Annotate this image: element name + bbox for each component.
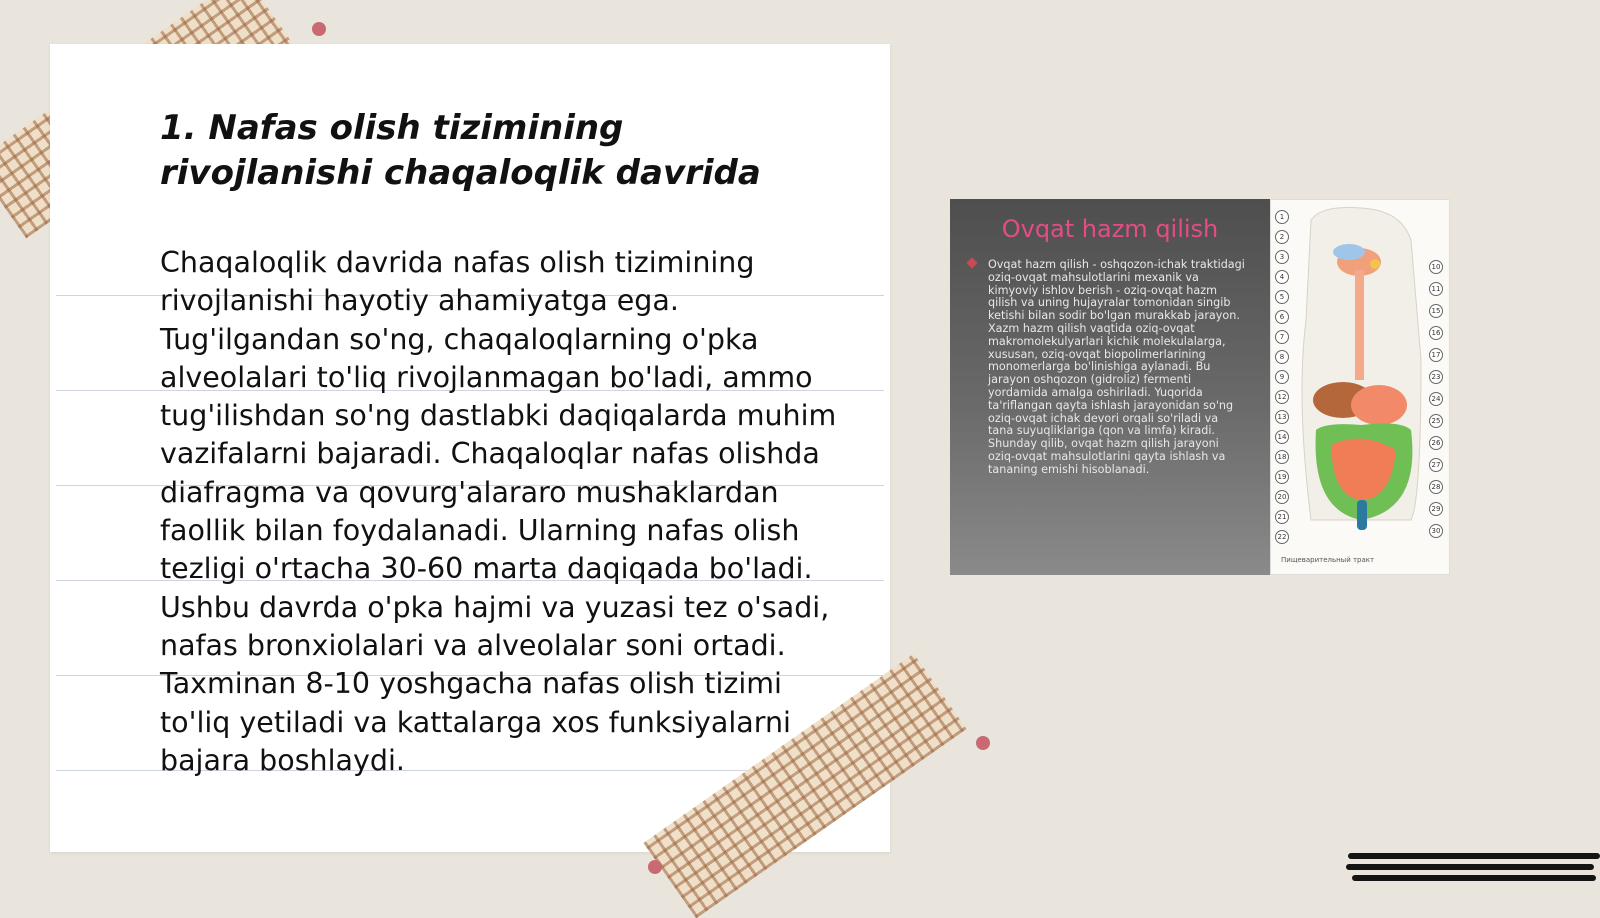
slide-image-text-panel bbox=[950, 199, 1270, 575]
diagram-number-label: 12 bbox=[1275, 390, 1289, 404]
slide-title: 1. Nafas olish tizimining rivojlanishi chaqaloqlik davrida bbox=[160, 108, 761, 193]
diagram-number-label: 14 bbox=[1275, 430, 1289, 444]
diagram-left-labels bbox=[1275, 210, 1291, 550]
diagram-number-label: 8 bbox=[1275, 350, 1289, 364]
diagram-number-label: 29 bbox=[1429, 502, 1443, 516]
diagram-number-label: 30 bbox=[1429, 524, 1443, 538]
tape-pin-bottom bbox=[648, 860, 662, 874]
slide-image-text: Ovqat hazm qilish - oshqozon-ichak traktidagi oziq-ovqat mahsulotlarini mexanik va kimyoviy ishlov berish - oziq-ovqat hazm qilish va uning hujayralar tomonidan singib ketishi bilan sodir bo'lgan murakkab jarayon. Xazm hazm qilish vaqtida oziq-ovqat makromolekulyarlari kichik molekulalarga, xususan, oziq-ovqat biopolimerlarining monomerlarga bo'linishiga aylanadi. Bu jarayon oshqozon (gidroliz) fermenti yordamida amalga oshiriladi. Yuqorida ta'riflangan qayta ishlash jarayonidan so'ng oziq-ovqat ichak devori orqali so'riladi va tana suyuqliklariga (qon va limfa) kiradi. Shunday qilib, ovqat hazm qilish jarayoni oziq-ovqat mahsulotlarini qayta ishlash va tananing emishi hisoblanadi. bbox=[988, 258, 1245, 476]
diagram-number-label: 7 bbox=[1275, 330, 1289, 344]
digestive-system-slide-image bbox=[950, 199, 1450, 575]
tape-pin-top bbox=[312, 22, 326, 36]
slide-image-title: Ovqat hazm qilish bbox=[1001, 215, 1219, 243]
diagram-number-label: 27 bbox=[1429, 458, 1443, 472]
diagram-number-label: 26 bbox=[1429, 436, 1443, 450]
diagram-number-label: 16 bbox=[1429, 326, 1443, 340]
tape-pin-bottom-right bbox=[976, 736, 990, 750]
digestive-tract-illustration bbox=[1271, 200, 1449, 540]
diagram-caption: Пищеварительный тракт bbox=[1281, 556, 1375, 564]
diagram-number-label: 19 bbox=[1275, 470, 1289, 484]
diagram-number-label: 4 bbox=[1275, 270, 1289, 284]
diagram-number-label: 20 bbox=[1275, 490, 1289, 504]
diagram-number-label: 2 bbox=[1275, 230, 1289, 244]
notebook-paper bbox=[50, 44, 890, 852]
diagram-number-label: 13 bbox=[1275, 410, 1289, 424]
digestive-tract-diagram bbox=[1270, 199, 1450, 575]
diagram-number-label: 1 bbox=[1275, 210, 1289, 224]
diagram-number-label: 25 bbox=[1429, 414, 1443, 428]
diagram-number-label: 3 bbox=[1275, 250, 1289, 264]
diagram-number-label: 23 bbox=[1429, 370, 1443, 384]
diagram-number-label: 18 bbox=[1275, 450, 1289, 464]
diagram-number-label: 17 bbox=[1429, 348, 1443, 362]
diagram-number-label: 9 bbox=[1275, 370, 1289, 384]
diagram-number-label: 6 bbox=[1275, 310, 1289, 324]
diagram-number-label: 15 bbox=[1429, 304, 1443, 318]
diagram-number-label: 28 bbox=[1429, 480, 1443, 494]
diagram-number-label: 10 bbox=[1429, 260, 1443, 274]
diagram-number-label: 5 bbox=[1275, 290, 1289, 304]
diagram-number-label: 22 bbox=[1275, 530, 1289, 544]
diagram-number-label: 24 bbox=[1429, 392, 1443, 406]
decorative-brush-strokes bbox=[1348, 845, 1600, 890]
slide-body-text: Chaqaloqlik davrida nafas olish tizimining rivojlanishi hayotiy ahamiyatga ega. Tug'ilgandan so'ng, chaqaloqlarning o'pka alveolalari to'liq rivojlanmagan bo'ladi, ammo tug'ilishdan so'ng dastlabki daqiqalarda muhim vazifalarni bajaradi. Chaqaloqlar nafas olishda diafragma va qovurg'alararo mushaklardan faollik bilan foydalanadi. Ularning nafas olish tezligi o'rtacha 30-60 marta daqiqada bo'ladi. Ushbu davrda o'pka hajmi va yuzasi tez o'sadi, nafas bronxiolalari va alveolalar soni ortadi. Taxminan 8-10 yoshgacha nafas olish tizimi to'liq yetiladi va kattalarga xos funksiyalarni bajara boshlaydi. bbox=[160, 246, 837, 777]
diagram-right-labels bbox=[1429, 260, 1445, 546]
diagram-number-label: 11 bbox=[1429, 282, 1443, 296]
diagram-number-label: 21 bbox=[1275, 510, 1289, 524]
bullet-icon bbox=[966, 257, 977, 268]
